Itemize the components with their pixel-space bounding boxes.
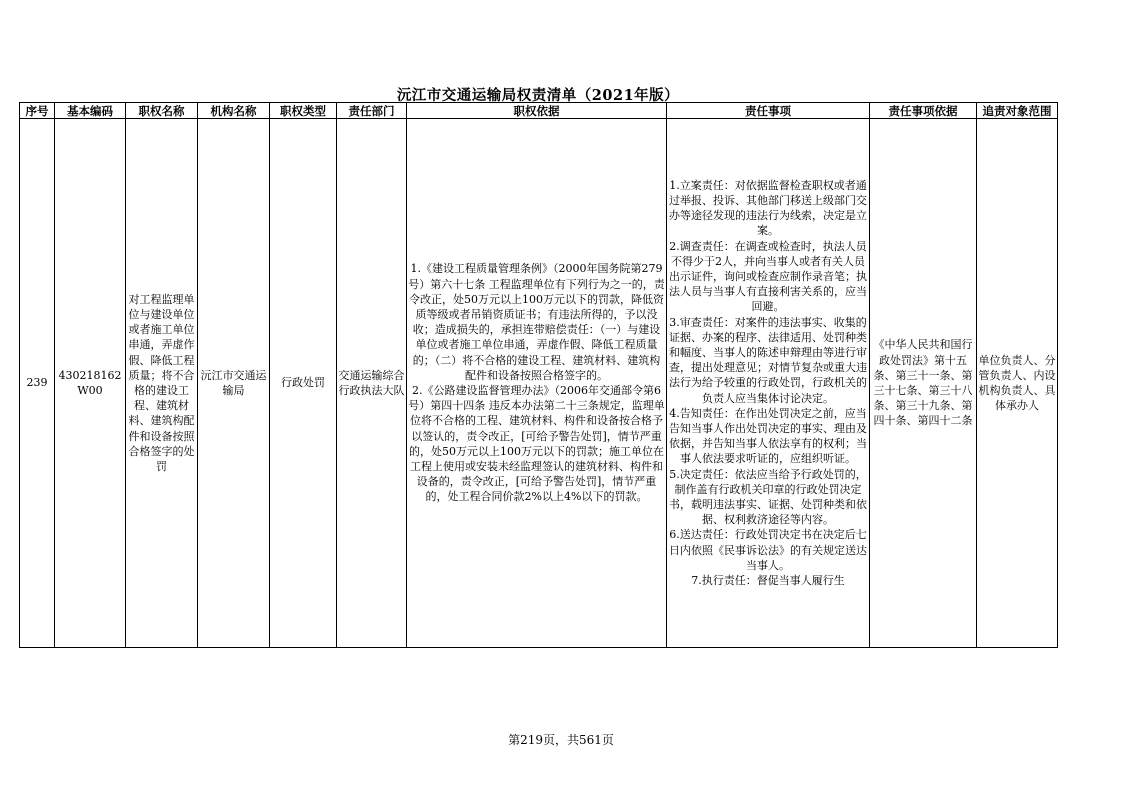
power-list-table xyxy=(19,102,1058,648)
header-dept: 责任部门 xyxy=(337,103,407,119)
header-power-type: 职权类型 xyxy=(270,103,337,119)
duty-item-2: 2.调查责任：在调查或检查时，执法人员不得少于2人，并向当事人或者有关人员出示证件，询问或检查应制作录音笔；执法人员与当事人有直接利害关系的，应当回避。 xyxy=(669,239,867,314)
duty-item-5: 5.决定责任：依法应当给予行政处罚的，制作盖有行政机关印章的行政处罚决定书，载明违法事实、证据、处罚种类和依据、权利救济途径等内容。 xyxy=(669,467,867,527)
cell-basis xyxy=(407,119,667,648)
header-org-name: 机构名称 xyxy=(198,103,270,119)
basis-item-2: 2.《公路建设监督管理办法》（2006年交通部令第6号）第四十四条 违反本办法第二十三条规定，监理单位将不合格的工程、建筑材料、构件和设备按合格予以签认的，责令改正，[可给予警告处罚]，情节严重的，处50万元以上100万元以下的罚款；施工单位在工程上使用或安装未经监理签认的建筑材料、构件和设备的，责令改正，[可给予警告处罚]，情节严重的，处工程合同价款2%以上4%以下的罚款。 xyxy=(408,384,665,504)
header-seq: 序号 xyxy=(20,103,55,119)
cell-org-name: 沅江市交通运输局 xyxy=(198,119,270,648)
header-duties: 责任事项 xyxy=(667,103,870,119)
page-footer: 第219页，共561页 xyxy=(508,733,614,747)
cell-duty-basis: 《中华人民共和国行政处罚法》第十五条、第三十一条、第三十七条、第三十八条、第三十九条、第四十条、第四十二条 xyxy=(870,119,977,648)
header-row xyxy=(20,103,1058,119)
basis-item-1: 1.《建设工程质量管理条例》（2000年国务院第279号）第六十七条 工程监理单位有下列行为之一的，责令改正，处50万元以上100万元以下的罚款，降低资质等级或者吊销资质证书；有违法所得的，予以没收；造成损失的，承担连带赔偿责任：（一）与建设单位或者施工单位串通，弄虚作假、降低工程质量的；（二）将不合格的建设工程、建筑材料、建筑构配件和设备按照合格签字的。 xyxy=(408,262,665,382)
duty-item-6: 6.送达责任：行政处罚决定书在决定后七日内依照《民事诉讼法》的有关规定送达当事人。 xyxy=(669,528,867,572)
cell-power-name: 对工程监理单位与建设单位或者施工单位串通，弄虚作假、降低工程质量；将不合格的建设工程、建筑材料、建筑构配件和设备按照合格签字的处罚 xyxy=(126,119,198,648)
duty-item-1: 1.立案责任：对依据监督检查职权或者通过举报、投诉、其他部门移送上级部门交办等途径发现的违法行为线索，决定是立案。 xyxy=(669,178,867,238)
page-title: 沅江市交通运输局权责清单（2021年版） xyxy=(396,87,680,104)
cell-duties xyxy=(667,119,870,648)
cell-power-type: 行政处罚 xyxy=(270,119,337,648)
header-basis: 职权依据 xyxy=(407,103,667,119)
cell-scope: 单位负责人、分管负责人、内设机构负责人、具体承办人 xyxy=(977,119,1058,648)
duty-item-7: 7.执行责任：督促当事人履行生 xyxy=(691,574,845,588)
header-scope: 追责对象范围 xyxy=(977,103,1058,119)
header-power-name: 职权名称 xyxy=(126,103,198,119)
duty-item-4: 4.告知责任：在作出处罚决定之前，应当告知当事人作出处罚决定的事实、理由及依据，并告知当事人依法享有的权利；当事人依法要求听证的，应组织听证。 xyxy=(669,406,867,466)
cell-seq: 239 xyxy=(20,119,55,648)
duty-item-3: 3.审查责任：对案件的违法事实、收集的证据、办案的程序、法律适用、处罚种类和幅度、当事人的陈述申辩理由等进行审查，提出处理意见；对情节复杂或重大违法行为给予较重的行政处罚，行政机关的负责人应当集体讨论决定。 xyxy=(669,315,867,405)
cell-dept: 交通运输综合行政执法大队 xyxy=(337,119,407,648)
table-row xyxy=(20,119,1058,648)
cell-code: 430218162W00 xyxy=(55,119,126,648)
header-code: 基本编码 xyxy=(55,103,126,119)
header-duty-basis: 责任事项依据 xyxy=(870,103,977,119)
